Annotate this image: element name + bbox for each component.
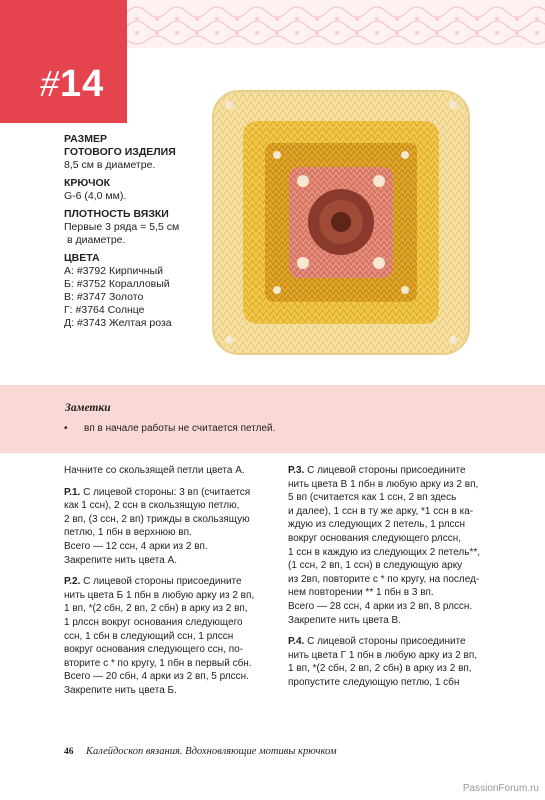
row-3-line	[288, 464, 503, 478]
row-4-line: 1 вп, *(2 сбн, 2 вп, 2 сбн) в арку из 2 вп,	[288, 663, 472, 675]
instructions-right-column	[288, 464, 503, 690]
row-3-line: из 2вп, повторите с * по кругу, на послед-	[288, 573, 480, 585]
lace-border-decoration	[127, 0, 545, 48]
book-title: Калейдоскоп вязания. Вдохновляющие мотивы крючком	[86, 746, 337, 757]
row-3-text: С лицевой стороны присоедините	[304, 465, 466, 476]
color-item: А: #3792 Кирпичный	[64, 265, 164, 277]
row-2-line: Закрепите нить цвета Б.	[64, 684, 177, 696]
row-4-line	[288, 635, 503, 649]
row-1-text: С лицевой стороны: 3 вп (считается	[80, 486, 251, 498]
pattern-info	[64, 133, 214, 330]
pattern-number-value: 14	[60, 63, 105, 105]
row-2-text: С лицевой стороны присоедините	[80, 576, 242, 588]
hook-value: G-6 (4,0 мм).	[64, 190, 127, 202]
row-2-line: ссн, 1 сбн в следующий ссн, 1 рлссн	[64, 630, 234, 642]
row-2-line: нить цвета Б 1 пбн в любую арку из 2 вп,	[64, 589, 255, 601]
row-2-line: вокруг основания следующего ссн, по-	[64, 644, 244, 656]
hook-title: КРЮЧОК	[64, 177, 111, 189]
row-3-line: и далее), 1 ссн в ту же арку, *1 ссн в ка-	[288, 505, 474, 517]
row-1-label: Р.1.	[64, 486, 81, 498]
row-1-line: петлю, 1 пбн в верхнюю вп.	[64, 527, 192, 539]
row-2-line: 1 рлссн вокруг основания следующего	[64, 616, 243, 628]
size-title-line2: ГОТОВОГО ИЗДЕЛИЯ	[64, 146, 176, 158]
row-3-line: 5 вп (считается как 1 ссн, 2 вп здесь	[288, 492, 457, 504]
row-3-line: нить цвета В 1 пбн в любую арку из 2 вп,	[288, 478, 479, 490]
color-item: В: #3747 Золото	[64, 291, 144, 303]
row-1-line: Всего — 12 ссн, 4 арки из 2 вп.	[64, 540, 208, 552]
row-1-line	[64, 486, 279, 500]
pattern-number	[40, 64, 104, 104]
row-3-line: (1 ссн, 2 вп, 1 ссн) в следующую арку	[288, 560, 463, 572]
gauge-line2: в диаметре.	[67, 234, 126, 246]
page-footer	[64, 746, 337, 757]
gauge-line1: Первые 3 ряда = 5,5 см	[64, 221, 180, 233]
row-2-label: Р.2.	[64, 576, 81, 588]
row-2-line: Всего — 20 сбн, 4 арки из 2 вп, 5 рлссн.	[64, 671, 249, 683]
bullet-icon: •	[64, 423, 68, 434]
row-3-line: вокруг основания следующего рлссн,	[288, 532, 462, 544]
colors-title: ЦВЕТА	[64, 252, 100, 264]
row-4-line: пропустите следующую петлю, 1 сбн	[288, 676, 460, 688]
color-item: Д: #3743 Желтая роза	[64, 317, 172, 329]
row-3-line: 1 ссн в каждую из следующих 2 петель**,	[288, 546, 481, 558]
color-item: Б: #3752 Коралловый	[64, 278, 170, 290]
pattern-hash: #	[40, 63, 60, 105]
notes-item: вп в начале работы не считается петлей.	[84, 423, 276, 434]
row-3-label: Р.3.	[288, 465, 305, 476]
size-title-line1: РАЗМЕР	[64, 133, 107, 145]
row-2-line: вторите с * по кругу, 1 пбн в первый сбн.	[64, 657, 252, 669]
row-1-line: 2 вп, (3 ссн, 2 вп) трижды в скользящую	[64, 513, 250, 525]
row-4-line: нить цвета Г 1 пбн в любую арку из 2 вп,	[288, 649, 478, 661]
crochet-square-photo	[207, 85, 475, 360]
intro-text: Начните со скользящей петли цвета А.	[64, 465, 245, 476]
instructions-left-column	[64, 464, 279, 698]
notes-title: Заметки	[65, 402, 111, 414]
notes-band	[0, 385, 545, 453]
size-value: 8,5 см в диаметре.	[64, 159, 156, 171]
watermark: PassionForum.ru	[462, 783, 539, 794]
row-3-line: нем повторении ** 1 пбн в 3 вп.	[288, 587, 434, 599]
row-3-line: Закрепите нить цвета В.	[288, 614, 401, 626]
row-2-line	[64, 575, 279, 589]
row-4-text: С лицевой стороны присоедините	[304, 636, 466, 648]
color-item: Г: #3764 Солнце	[64, 304, 145, 316]
row-1-line: как 1 ссн), 2 ссн в скользящую петлю,	[64, 500, 240, 512]
row-1-line: Закрепите нить цвета А.	[64, 554, 177, 566]
row-2-line: 1 вп, *(2 сбн, 2 вп, 2 сбн) в арку из 2 вп,	[64, 603, 248, 615]
gauge-title: ПЛОТНОСТЬ ВЯЗКИ	[64, 208, 169, 220]
row-3-line: Всего — 28 ссн, 4 арки из 2 вп, 8 рлссн.	[288, 600, 473, 612]
row-4-label: Р.4.	[288, 636, 305, 648]
page-number: 46	[64, 747, 74, 757]
row-3-line: ждую из следующих 2 петель, 1 рлссн	[288, 519, 466, 531]
